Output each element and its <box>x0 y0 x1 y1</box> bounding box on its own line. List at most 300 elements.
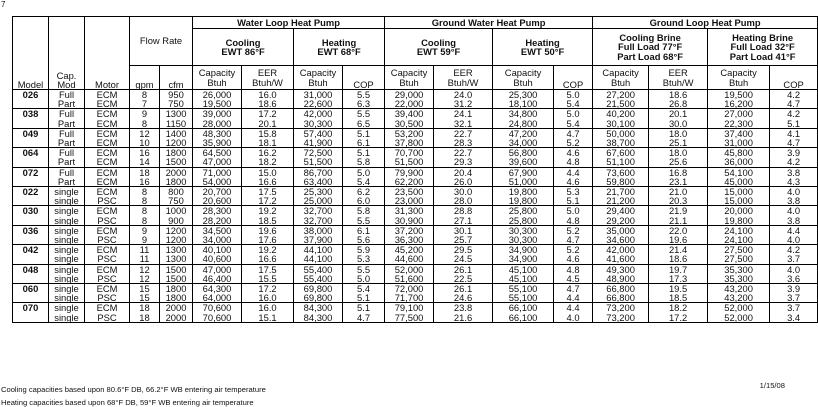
gl-heat-cop-cell: 4.7 <box>770 138 818 148</box>
gw-cool-eer-cell: 27.1 <box>434 216 493 226</box>
gw-heat-capacity-cell: 56,800 <box>493 148 554 158</box>
gw-heat-capacity-cell: 39,600 <box>493 157 554 167</box>
gl-heat-cop-cell: 5.1 <box>770 119 818 129</box>
gl-heat-cop-cell: 3.8 <box>770 216 818 226</box>
gw-cool-capacity-cell: 53,200 <box>385 128 434 138</box>
gl-heat-cop-cell: 4.2 <box>770 109 818 119</box>
model-cell: 072 <box>13 167 49 177</box>
gw-cool-eer-cell: 25.7 <box>434 235 493 245</box>
wl-cool-eer-cell: 16.0 <box>242 303 294 313</box>
gl-heat-capacity-cell: 27,000 <box>708 109 770 119</box>
motor-cell: ECM <box>85 90 130 100</box>
gl-cool-capacity-cell: 73,200 <box>593 303 649 313</box>
gw-heat-capacity-cell: 25,800 <box>493 206 554 216</box>
gw-cool-eer-cell: 26.0 <box>434 177 493 187</box>
cap-mod-cell: single <box>49 284 85 294</box>
cfm-cell: 2000 <box>160 303 193 313</box>
gl-heat-capacity-cell: 31,000 <box>708 138 770 148</box>
gw-heating-header: Heating EWT 50°F <box>493 29 593 66</box>
gl-cool-eer-cell: 21.4 <box>649 245 708 255</box>
gw-heat-capacity-cell: 34,900 <box>493 245 554 255</box>
gw-heat-cop-cell: 4.4 <box>554 303 593 313</box>
gl-cool-eer-cell: 23.1 <box>649 177 708 187</box>
gw-heat-cop-cell: 4.5 <box>554 274 593 284</box>
cap-mod-cell: Full <box>49 109 85 119</box>
gl-cool-eer-cell: 19.5 <box>649 284 708 294</box>
wl-heating-header: Heating EWT 68°F <box>294 29 385 66</box>
wl-cool-capacity-cell: 34,500 <box>193 225 242 235</box>
gl-cool-capacity-cell: 73,200 <box>593 313 649 323</box>
gl-heat-capacity-cell: 54,100 <box>708 167 770 177</box>
gpm-cell: 12 <box>130 128 160 138</box>
gl-cool-eer-cell: 30.0 <box>649 119 708 129</box>
gw-heat-capacity-cell: 30,300 <box>493 235 554 245</box>
wl-cool-capacity-cell: 28,200 <box>193 216 242 226</box>
wl-heat-cop-cell: 5.6 <box>343 235 385 245</box>
gw-heat-capacity-cell: 51,000 <box>493 177 554 187</box>
gw-cool-capacity-cell: 31,300 <box>385 206 434 216</box>
gw-cool-capacity-cell: 22,000 <box>385 99 434 109</box>
gl-heat-cop-header: COP <box>770 66 818 90</box>
model-cell <box>13 157 49 167</box>
cap-mod-cell: single <box>49 303 85 313</box>
wl-cool-capacity-cell: 20,600 <box>193 196 242 206</box>
model-cell <box>13 313 49 323</box>
wl-heat-capacity-cell: 22,600 <box>294 99 343 109</box>
wl-cool-capacity-cell: 35,900 <box>193 138 242 148</box>
gw-heat-capacity-cell: 45,100 <box>493 274 554 284</box>
gw-heat-capacity-cell: 25,300 <box>493 90 554 100</box>
gw-heat-cop-cell: 4.7 <box>554 128 593 138</box>
gl-cool-eer-cell: 21.0 <box>649 187 708 197</box>
cap-mod-cell: single <box>49 313 85 323</box>
motor-cell: ECM <box>85 206 130 216</box>
gl-heat-cop-cell: 4.3 <box>770 177 818 187</box>
gw-heat-cop-cell: 5.2 <box>554 245 593 255</box>
gl-cool-capacity-cell: 29,400 <box>593 206 649 216</box>
cfm-cell: 2000 <box>160 313 193 323</box>
motor-cell: ECM <box>85 99 130 109</box>
gw-heat-cop-cell: 5.1 <box>554 196 593 206</box>
model-cell <box>13 254 49 264</box>
gw-heat-capacity-cell: 66,100 <box>493 303 554 313</box>
wl-heat-capacity-cell: 69,800 <box>294 284 343 294</box>
cfm-cell: 1800 <box>160 148 193 158</box>
table-row <box>13 313 818 323</box>
gl-heat-capacity-cell: 24,100 <box>708 225 770 235</box>
motor-cell: PSC <box>85 313 130 323</box>
gw-heat-capacity-cell: 34,800 <box>493 109 554 119</box>
gw-heat-capacity-header: Capacity Btuh <box>493 66 554 90</box>
gw-cool-eer-cell: 29.5 <box>434 245 493 255</box>
wl-heat-capacity-cell: 55,400 <box>294 264 343 274</box>
gw-heat-capacity-cell: 55,100 <box>493 284 554 294</box>
motor-cell: ECM <box>85 167 130 177</box>
gl-heat-capacity-cell: 36,000 <box>708 157 770 167</box>
model-cell: 049 <box>13 128 49 138</box>
motor-cell: PSC <box>85 293 130 303</box>
gw-heat-cop-cell: 4.6 <box>554 177 593 187</box>
wl-cool-capacity-cell: 28,000 <box>193 119 242 129</box>
wl-cool-capacity-cell: 39,000 <box>193 109 242 119</box>
gl-heat-capacity-cell: 27,500 <box>708 245 770 255</box>
gw-heat-cop-cell: 4.8 <box>554 157 593 167</box>
wl-heat-cop-cell: 6.0 <box>343 196 385 206</box>
gw-heat-cop-cell: 4.7 <box>554 284 593 294</box>
gl-cool-capacity-cell: 21,500 <box>593 99 649 109</box>
gl-heat-cop-cell: 3.7 <box>770 254 818 264</box>
gw-cool-capacity-cell: 71,700 <box>385 293 434 303</box>
wl-heat-capacity-cell: 37,900 <box>294 235 343 245</box>
cfm-cell: 1150 <box>160 119 193 129</box>
wl-cool-eer-cell: 18.6 <box>242 99 294 109</box>
gw-heat-capacity-cell: 24,800 <box>493 119 554 129</box>
gl-heat-capacity-cell: 35,300 <box>708 264 770 274</box>
gl-cool-eer-cell: 21.9 <box>649 206 708 216</box>
motor-cell: ECM <box>85 225 130 235</box>
footnote-heating: Heating capacities based upon 68°F DB, 59°F WB entering air temperature <box>1 398 254 407</box>
cfm-cell: 1800 <box>160 293 193 303</box>
gl-cool-capacity-cell: 21,700 <box>593 187 649 197</box>
gw-heat-cop-cell: 5.4 <box>554 119 593 129</box>
gw-heat-capacity-cell: 19,800 <box>493 196 554 206</box>
wl-heat-capacity-cell: 72,500 <box>294 148 343 158</box>
gw-cool-eer-cell: 28.3 <box>434 138 493 148</box>
gl-heat-capacity-header: Capacity Btuh <box>708 66 770 90</box>
water-loop-header: Water Loop Heat Pump <box>193 17 385 29</box>
wl-cool-eer-cell: 18.1 <box>242 138 294 148</box>
wl-heat-cop-cell: 5.9 <box>343 245 385 255</box>
motor-cell: ECM <box>85 157 130 167</box>
gw-cool-eer-cell: 32.1 <box>434 119 493 129</box>
gw-heat-cop-cell: 5.2 <box>554 225 593 235</box>
gl-heat-cop-cell: 4.4 <box>770 225 818 235</box>
motor-cell: PSC <box>85 196 130 206</box>
wl-heat-capacity-cell: 42,000 <box>294 109 343 119</box>
gw-cool-capacity-cell: 36,300 <box>385 235 434 245</box>
wl-cool-eer-cell: 16.0 <box>242 293 294 303</box>
wl-cool-capacity-cell: 40,600 <box>193 254 242 264</box>
gl-heat-cop-cell: 4.0 <box>770 206 818 216</box>
cfm-cell: 750 <box>160 196 193 206</box>
footnote-cooling: Cooling capacities based upon 80.6°F DB, 66.2°F WB entering air temperature <box>1 385 266 394</box>
gl-heat-capacity-cell: 35,300 <box>708 274 770 284</box>
gw-heat-cop-cell: 5.3 <box>554 187 593 197</box>
gpm-cell: 10 <box>130 138 160 148</box>
gw-cool-eer-cell: 20.4 <box>434 167 493 177</box>
cap-mod-cell: Part <box>49 119 85 129</box>
cfm-cell: 1200 <box>160 235 193 245</box>
gw-heat-cop-cell: 5.2 <box>554 138 593 148</box>
gw-heat-capacity-cell: 47,200 <box>493 128 554 138</box>
gw-heat-capacity-cell: 18,100 <box>493 99 554 109</box>
gw-cool-eer-cell: 22.5 <box>434 274 493 284</box>
gl-cool-capacity-cell: 34,600 <box>593 235 649 245</box>
gl-cool-capacity-cell: 49,300 <box>593 264 649 274</box>
wl-heat-capacity-cell: 44,100 <box>294 245 343 255</box>
table-row <box>13 216 818 226</box>
wl-heat-capacity-cell: 30,300 <box>294 119 343 129</box>
wl-cool-eer-cell: 16.2 <box>242 148 294 158</box>
gl-cool-capacity-cell: 59,800 <box>593 177 649 187</box>
gl-heat-capacity-cell: 22,300 <box>708 119 770 129</box>
cfm-cell: 950 <box>160 90 193 100</box>
cfm-cell: 800 <box>160 187 193 197</box>
gl-cool-capacity-cell: 51,100 <box>593 157 649 167</box>
wl-heat-cop-cell: 6.1 <box>343 225 385 235</box>
gl-cool-capacity-cell: 40,200 <box>593 109 649 119</box>
wl-cool-capacity-cell: 46,400 <box>193 274 242 284</box>
wl-heat-cop-cell: 6.1 <box>343 138 385 148</box>
gw-heat-cop-cell: 4.6 <box>554 148 593 158</box>
wl-cool-eer-cell: 17.2 <box>242 109 294 119</box>
gl-cool-eer-cell: 18.0 <box>649 148 708 158</box>
wl-cool-eer-cell: 15.1 <box>242 313 294 323</box>
cap-mod-cell: single <box>49 245 85 255</box>
gl-heat-capacity-cell: 45,000 <box>708 177 770 187</box>
wl-heat-capacity-cell: 31,000 <box>294 90 343 100</box>
gw-cool-eer-cell: 30.0 <box>434 187 493 197</box>
cfm-cell: 1500 <box>160 264 193 274</box>
cap-mod-cell: Full <box>49 128 85 138</box>
gl-heat-capacity-cell: 19,800 <box>708 216 770 226</box>
wl-heat-capacity-cell: 38,000 <box>294 225 343 235</box>
gl-cool-capacity-cell: 41,600 <box>593 254 649 264</box>
motor-cell: ECM <box>85 303 130 313</box>
motor-cell: ECM <box>85 138 130 148</box>
wl-heat-capacity-cell: 84,300 <box>294 313 343 323</box>
wl-heat-cop-cell: 5.0 <box>343 167 385 177</box>
gw-heat-cop-cell: 5.0 <box>554 109 593 119</box>
gw-cool-capacity-cell: 45,200 <box>385 245 434 255</box>
gl-cool-eer-cell: 20.3 <box>649 196 708 206</box>
wl-heat-cop-cell: 5.4 <box>343 177 385 187</box>
cap-mod-cell: single <box>49 293 85 303</box>
gw-heat-capacity-cell: 66,100 <box>493 313 554 323</box>
gw-heat-capacity-cell: 67,900 <box>493 167 554 177</box>
wl-heat-cop-cell: 5.3 <box>343 254 385 264</box>
model-cell: 036 <box>13 225 49 235</box>
gl-heat-cop-cell: 3.8 <box>770 167 818 177</box>
gw-heat-cop-cell: 5.0 <box>554 90 593 100</box>
gw-cool-capacity-cell: 37,200 <box>385 225 434 235</box>
model-cell: 026 <box>13 90 49 100</box>
gw-cool-eer-header: EER Btuh/W <box>434 66 493 90</box>
wl-heat-cop-cell: 5.5 <box>343 90 385 100</box>
gw-cool-capacity-cell: 70,700 <box>385 148 434 158</box>
gw-heat-capacity-cell: 45,100 <box>493 264 554 274</box>
gw-cool-capacity-cell: 23,500 <box>385 187 434 197</box>
model-cell: 048 <box>13 264 49 274</box>
motor-cell: ECM <box>85 128 130 138</box>
gpm-cell: 12 <box>130 274 160 284</box>
wl-cool-eer-cell: 19.2 <box>242 206 294 216</box>
gl-heat-capacity-cell: 15,000 <box>708 187 770 197</box>
gw-heat-cop-cell: 5.4 <box>554 99 593 109</box>
wl-cool-eer-cell: 19.6 <box>242 225 294 235</box>
gw-heat-cop-cell: 4.8 <box>554 264 593 274</box>
gl-heat-cop-cell: 3.4 <box>770 313 818 323</box>
gl-heat-capacity-cell: 16,200 <box>708 99 770 109</box>
cap-mod-cell: Part <box>49 99 85 109</box>
gw-cool-eer-cell: 21.6 <box>434 313 493 323</box>
gl-cool-eer-cell: 16.8 <box>649 167 708 177</box>
model-cell: 022 <box>13 187 49 197</box>
gw-cool-eer-cell: 24.6 <box>434 293 493 303</box>
wl-cool-capacity-cell: 64,000 <box>193 293 242 303</box>
gw-heat-cop-cell: 4.4 <box>554 167 593 177</box>
wl-heat-cop-cell: 5.8 <box>343 157 385 167</box>
gl-heating-header: Heating Brine Full Load 32°F Part Load 41°F <box>708 29 818 66</box>
wl-cool-eer-cell: 15.8 <box>242 128 294 138</box>
gl-heat-cop-cell: 3.8 <box>770 196 818 206</box>
wl-cool-capacity-cell: 54,000 <box>193 177 242 187</box>
wl-heat-capacity-cell: 32,700 <box>294 216 343 226</box>
cfm-cell: 1300 <box>160 254 193 264</box>
gw-heat-capacity-cell: 34,000 <box>493 138 554 148</box>
table-row <box>13 254 818 264</box>
model-header: Model <box>13 17 49 90</box>
gw-cool-capacity-cell: 37,800 <box>385 138 434 148</box>
gw-cool-eer-cell: 30.1 <box>434 225 493 235</box>
wl-heat-cop-cell: 6.2 <box>343 187 385 197</box>
cfm-cell: 1500 <box>160 157 193 167</box>
wl-heat-capacity-cell: 86,700 <box>294 167 343 177</box>
wl-heat-cop-cell: 5.8 <box>343 206 385 216</box>
gl-heat-cop-cell: 4.1 <box>770 128 818 138</box>
wl-heat-capacity-cell: 57,400 <box>294 128 343 138</box>
gl-cool-eer-cell: 19.6 <box>649 235 708 245</box>
gl-heat-cop-cell: 4.2 <box>770 157 818 167</box>
gpm-cell: 16 <box>130 148 160 158</box>
gw-cool-capacity-cell: 39,400 <box>385 109 434 119</box>
gpm-cell: 15 <box>130 293 160 303</box>
cap-mod-cell: Part <box>49 138 85 148</box>
wl-cool-capacity-cell: 40,100 <box>193 245 242 255</box>
revision-date: 1/15/08 <box>759 381 785 390</box>
wl-cooling-header: Cooling EWT 86°F <box>193 29 294 66</box>
gw-cool-eer-cell: 22.7 <box>434 128 493 138</box>
cap-mod-header: Cap. Mod <box>49 17 85 90</box>
motor-cell: ECM <box>85 187 130 197</box>
gl-cool-eer-cell: 22.0 <box>649 225 708 235</box>
motor-cell: ECM <box>85 148 130 158</box>
gw-heat-capacity-cell: 55,100 <box>493 293 554 303</box>
wl-cool-capacity-cell: 26,000 <box>193 90 242 100</box>
gw-heat-cop-cell: 4.6 <box>554 254 593 264</box>
gl-cool-capacity-cell: 30,100 <box>593 119 649 129</box>
model-cell: 060 <box>13 284 49 294</box>
gl-cool-capacity-cell: 29,200 <box>593 216 649 226</box>
gw-cool-eer-cell: 22.7 <box>434 148 493 158</box>
gl-heat-capacity-cell: 43,200 <box>708 284 770 294</box>
gw-cool-capacity-cell: 23,000 <box>385 196 434 206</box>
gpm-cell: 18 <box>130 313 160 323</box>
gw-heat-capacity-cell: 19,800 <box>493 187 554 197</box>
gpm-cell: 18 <box>130 167 160 177</box>
wl-cool-eer-cell: 19.2 <box>242 245 294 255</box>
wl-heat-capacity-header: Capacity Btuh <box>294 66 343 90</box>
gw-cool-eer-cell: 24.1 <box>434 109 493 119</box>
cap-mod-cell: Part <box>49 157 85 167</box>
gw-cool-capacity-cell: 44,600 <box>385 254 434 264</box>
gl-cool-eer-cell: 18.6 <box>649 254 708 264</box>
wl-heat-cop-cell: 5.1 <box>343 128 385 138</box>
gw-cool-eer-cell: 23.8 <box>434 303 493 313</box>
wl-heat-cop-header: COP <box>343 66 385 90</box>
motor-cell: PSC <box>85 235 130 245</box>
gpm-cell: 9 <box>130 225 160 235</box>
wl-cool-eer-cell: 17.6 <box>242 235 294 245</box>
motor-cell: ECM <box>85 245 130 255</box>
wl-heat-capacity-cell: 69,800 <box>294 293 343 303</box>
motor-cell: ECM <box>85 119 130 129</box>
gw-cool-eer-cell: 24.5 <box>434 254 493 264</box>
cap-mod-cell: Full <box>49 148 85 158</box>
wl-heat-capacity-cell: 84,300 <box>294 303 343 313</box>
cfm-cell: 1200 <box>160 225 193 235</box>
cfm-cell: 1800 <box>160 284 193 294</box>
cap-mod-cell: single <box>49 187 85 197</box>
cap-mod-cell: Full <box>49 90 85 100</box>
gl-cool-eer-cell: 21.1 <box>649 216 708 226</box>
gw-cool-eer-cell: 26.1 <box>434 284 493 294</box>
wl-cool-capacity-cell: 64,500 <box>193 148 242 158</box>
gw-cool-capacity-cell: 51,600 <box>385 274 434 284</box>
gpm-cell: 8 <box>130 216 160 226</box>
gl-heat-cop-cell: 4.0 <box>770 235 818 245</box>
motor-cell: ECM <box>85 109 130 119</box>
cap-mod-cell: Part <box>49 177 85 187</box>
gl-heat-capacity-cell: 52,000 <box>708 313 770 323</box>
model-cell: 030 <box>13 206 49 216</box>
motor-cell: ECM <box>85 284 130 294</box>
gl-cool-capacity-cell: 35,000 <box>593 225 649 235</box>
gw-heat-cop-cell: 5.0 <box>554 206 593 216</box>
wl-cool-eer-cell: 15.5 <box>242 274 294 284</box>
cap-mod-cell: single <box>49 264 85 274</box>
gl-heat-cop-cell: 4.2 <box>770 90 818 100</box>
model-cell: 070 <box>13 303 49 313</box>
gw-heat-capacity-cell: 30,300 <box>493 225 554 235</box>
wl-cool-capacity-cell: 70,600 <box>193 313 242 323</box>
wl-cool-capacity-cell: 19,500 <box>193 99 242 109</box>
cfm-cell: 1000 <box>160 206 193 216</box>
gl-cool-capacity-cell: 21,200 <box>593 196 649 206</box>
wl-cool-eer-cell: 16.0 <box>242 90 294 100</box>
cfm-cell: 1300 <box>160 109 193 119</box>
wl-cool-capacity-cell: 71,000 <box>193 167 242 177</box>
gl-cool-capacity-cell: 66,800 <box>593 284 649 294</box>
wl-heat-cop-cell: 6.3 <box>343 99 385 109</box>
ground-loop-header: Ground Loop Heat Pump <box>593 17 818 29</box>
gl-cool-eer-cell: 26.8 <box>649 99 708 109</box>
gw-cool-capacity-cell: 30,900 <box>385 216 434 226</box>
wl-heat-cop-cell: 5.1 <box>343 293 385 303</box>
wl-cool-eer-cell: 17.2 <box>242 284 294 294</box>
wl-heat-cop-cell: 5.1 <box>343 148 385 158</box>
gl-cool-capacity-header: Capacity Btuh <box>593 66 649 90</box>
cap-mod-cell: Full <box>49 167 85 177</box>
gl-cool-capacity-cell: 38,700 <box>593 138 649 148</box>
gl-cool-capacity-cell: 48,900 <box>593 274 649 284</box>
gw-cool-capacity-cell: 79,100 <box>385 303 434 313</box>
gw-cooling-header: Cooling EWT 59°F <box>385 29 493 66</box>
gpm-cell: 9 <box>130 109 160 119</box>
wl-cool-eer-cell: 15.0 <box>242 167 294 177</box>
cfm-cell: 1800 <box>160 177 193 187</box>
gw-cool-eer-cell: 28.0 <box>434 196 493 206</box>
